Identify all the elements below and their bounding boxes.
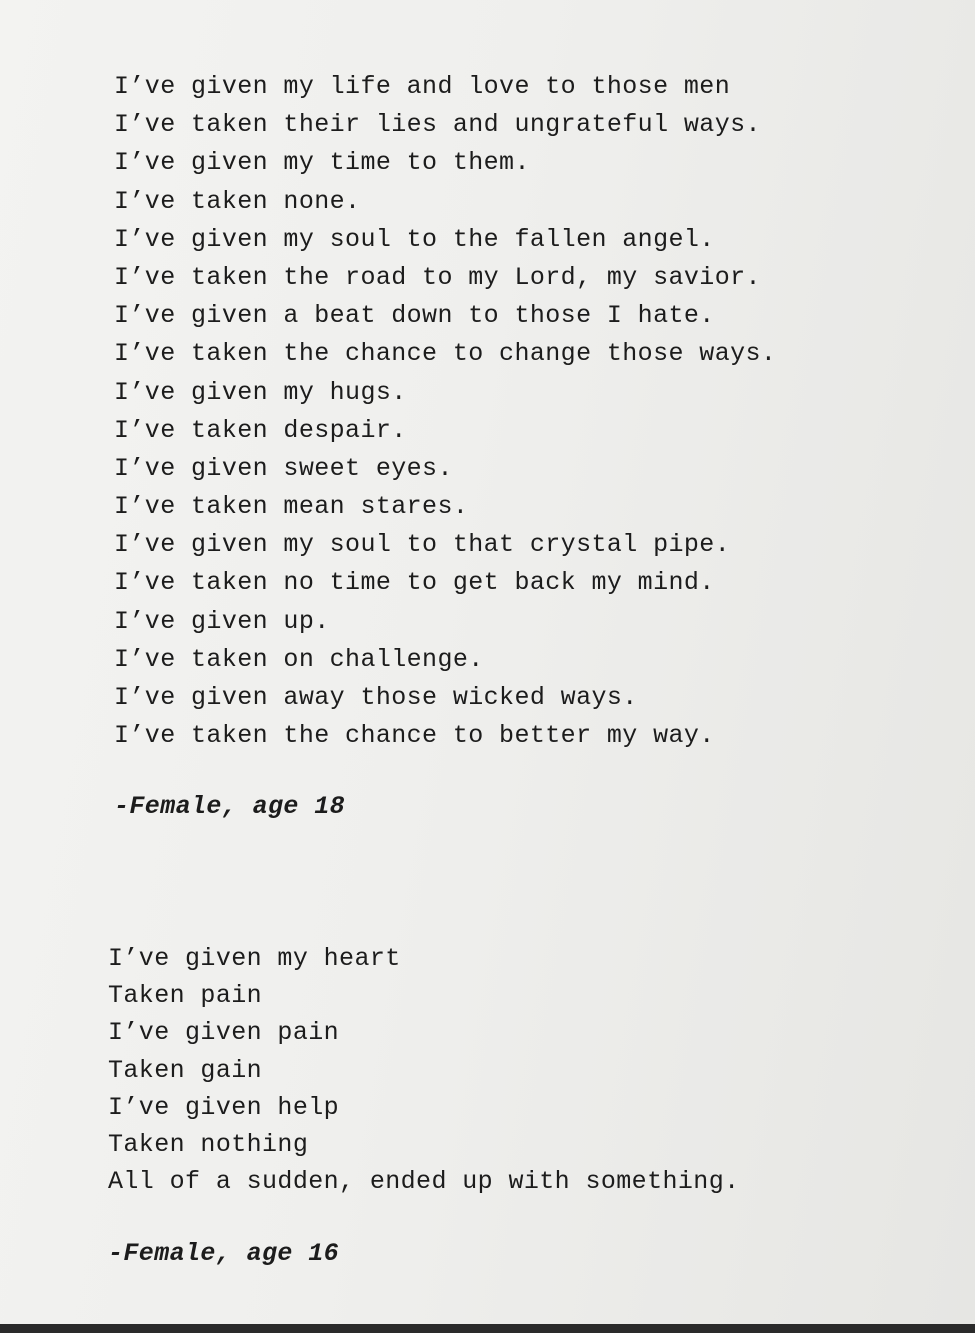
poem-line: I’ve given my soul to that crystal pipe. <box>114 530 731 560</box>
poem-1 <box>114 68 776 755</box>
poem-line: I’ve given my hugs. <box>114 377 407 407</box>
poem-line: I’ve taken the chance to better my way. <box>114 721 715 751</box>
poem-line: I’ve taken the road to my Lord, my savior. <box>114 262 761 292</box>
poem-line: I’ve taken mean stares. <box>114 492 469 522</box>
poem-line: Taken pain <box>108 981 263 1011</box>
poem-line: I’ve given my heart <box>108 944 401 973</box>
poem-line: I’ve given pain <box>108 1018 340 1048</box>
poem-line: Taken gain <box>108 1055 263 1085</box>
poem-line: I’ve given up. <box>114 606 330 636</box>
poem-line: All of a sudden, ended up with something. <box>108 1167 740 1197</box>
poem-2 <box>108 940 740 1200</box>
poem-1-attribution: -Female, age 18 <box>114 792 346 821</box>
page-bottom-edge <box>0 1324 975 1333</box>
poem-line: I’ve taken their lies and ungrateful ways. <box>114 110 761 140</box>
poem-line: I’ve given a beat down to those I hate. <box>114 301 715 331</box>
poem-line: I’ve given my life and love to those men <box>114 72 731 101</box>
poem-line: I’ve given away those wicked ways. <box>114 683 638 712</box>
poem-line: I’ve taken on challenge. <box>114 644 484 674</box>
poem-line: I’ve given my time to them. <box>114 148 530 178</box>
poem-line: I’ve taken none. <box>114 186 361 216</box>
poem-line: I’ve taken despair. <box>114 415 407 445</box>
poem-2-attribution: -Female, age 16 <box>108 1239 340 1268</box>
poem-line: I’ve taken no time to get back my mind. <box>114 568 715 598</box>
poem-line: I’ve given help <box>108 1092 340 1122</box>
poem-line: I’ve given sweet eyes. <box>114 453 453 483</box>
poem-line: I’ve taken the chance to change those ways. <box>114 339 777 369</box>
poem-line: I’ve given my soul to the fallen angel. <box>114 224 715 254</box>
poem-line: Taken nothing <box>108 1129 309 1159</box>
